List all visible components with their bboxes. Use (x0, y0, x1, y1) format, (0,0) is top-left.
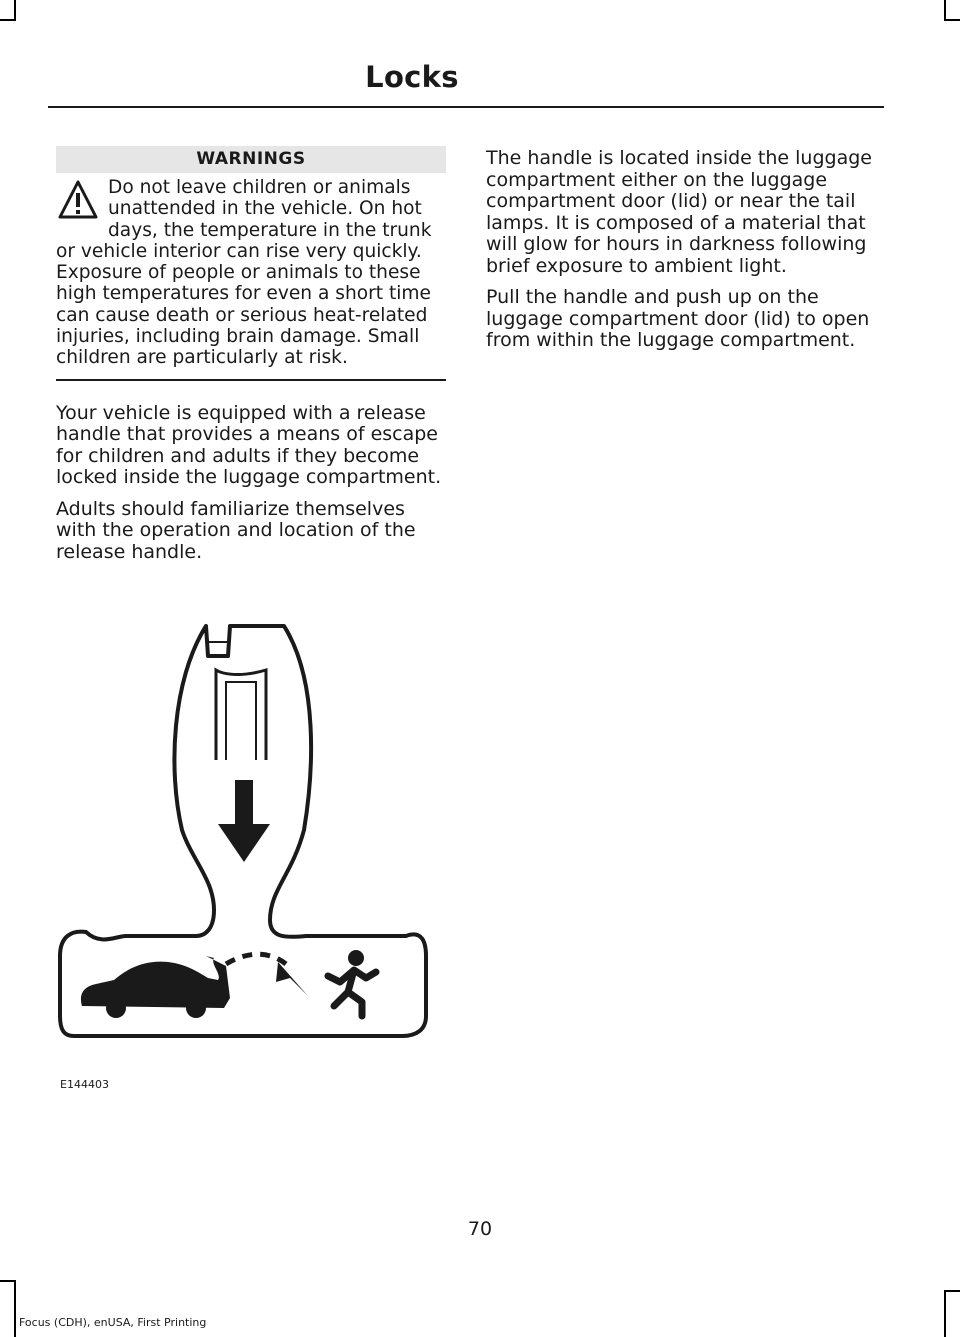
page-number: 70 (467, 1218, 493, 1240)
running-person-icon (328, 950, 376, 1016)
crop-mark (0, 19, 16, 21)
footer-text: Focus (CDH), enUSA, First Printing (19, 1316, 207, 1329)
paragraph: Your vehicle is equipped with a release handle that provides a means of escape for children and adults if they become locked inside the luggage compartment. (56, 401, 442, 489)
crop-mark (14, 1280, 16, 1337)
warning-text: Do not leave children or animals unattended in the vehicle. On hot days, the temperature in the trunk or vehicle interior can rise very quickly. Exposure of people or animals to these high temperatures for even a short time can cause death or serious heat-related injuries, including brain damage. Small children are particularly at risk. (56, 177, 432, 369)
paragraph: The handle is located inside the luggage compartment either on the luggage compartment door (lid) or near the tail lamps. It is composed of a material that will glow for hours in darkness following brief exposure to ambient light. (486, 147, 872, 277)
crop-mark (944, 1290, 960, 1292)
crop-mark (944, 19, 960, 21)
paragraph: Pull the handle and push up on the luggage compartment door (lid) to open from within the luggage compartment. (486, 286, 870, 351)
crop-mark (944, 0, 946, 20)
crop-mark (0, 1280, 16, 1282)
paragraph: Adults should familiarize themselves with the operation and location of the release handle. (56, 497, 416, 563)
crop-mark (944, 1290, 946, 1337)
warning-triangle-icon (56, 179, 108, 221)
page-title: Locks (365, 60, 459, 94)
release-handle-diagram (56, 620, 436, 1050)
left-column (56, 146, 446, 573)
car-icon (81, 956, 230, 1018)
down-arrow-icon (218, 780, 270, 862)
warning-divider (56, 379, 446, 381)
crop-mark (14, 0, 16, 20)
figure-code: E144403 (60, 1078, 109, 1091)
right-column (486, 148, 882, 362)
warnings-heading: WARNINGS (56, 146, 446, 173)
header-divider (48, 106, 884, 108)
